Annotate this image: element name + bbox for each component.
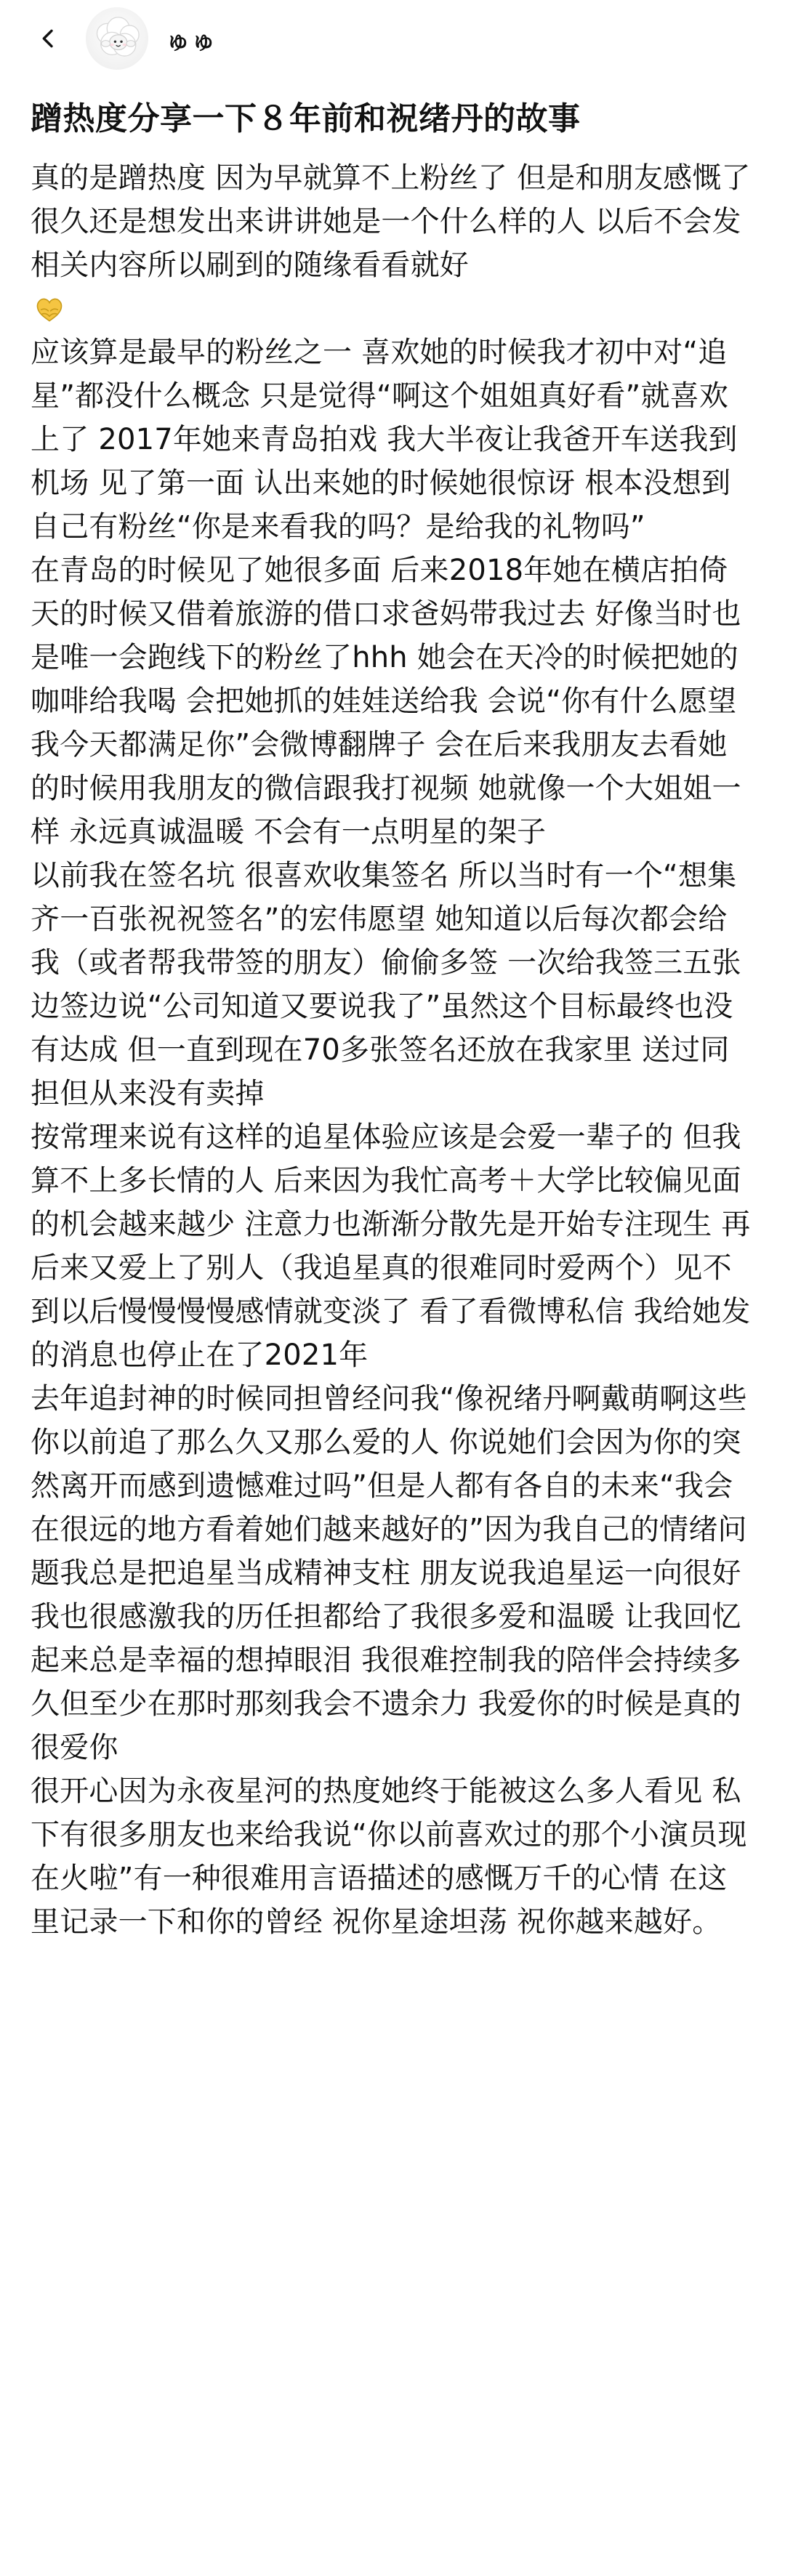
post-paragraph-4: 以前我在签名坑 很喜欢收集签名 所以当时有一个“想集齐一百张祝祝签名”的宏伟愿望 她知道以后每次都会给我（或者帮我带签的朋友）偷偷多签 一次给我签三五张 边签边说“公司知道又要说我了”虽然这个目标最终也没有达成 但一直到现在70多张签名还放在我家里 送过同担但从来没有卖掉 [31, 859, 751, 1110]
top-bar [0, 0, 785, 76]
post-paragraph-3: 在青岛的时候见了她很多面 后来2018年她在横店拍倚天的时候又借着旅游的借口求爸妈带我过去 好像当时也是唯一会跑线下的粉丝了hhh 她会在天冷的时候把她的咖啡给我喝 会把她抓的娃娃送给我 会说“你有什么愿望我今天都满足你”会微博翻牌子 会在后来我朋友去看她的时候用我朋友的微信跟我打视频 她就像一个大姐姐一样 永远真诚温暖 不会有一点明星的架子 [31, 554, 741, 849]
heart-hands-emoji-icon [31, 291, 68, 329]
back-chevron-icon [36, 26, 60, 51]
post-paragraph-1: 真的是蹭热度 因为早就算不上粉丝了 但是和朋友感慨了很久还是想发出来讲讲她是一个什么样的人 以后不会发相关内容所以刷到的随缘看看就好 [31, 161, 751, 282]
emoji-row [31, 287, 754, 331]
username[interactable]: ゅゅ [166, 26, 217, 55]
avatar[interactable] [86, 7, 148, 70]
post-paragraph-5: 按常理来说有这样的追星体验应该是会爱一辈子的 但我算不上多长情的人 后来因为我忙高考＋大学比较偏见面的机会越来越少 注意力也渐渐分散先是开始专注现生 再后来又爱上了别人（我追星真的很难同时爱两个）见不到以后慢慢慢慢感情就变淡了 看了看微博私信 我给她发的消息也停止在了2021年 [31, 1121, 751, 1372]
post-paragraph-7: 很开心因为永夜星河的热度她终于能被这么多人看见 私下有很多朋友也来给我说“你以前喜欢过的那个小演员现在火啦”有一种很难用言语描述的感慨万千的心情 在这里记录一下和你的曾经 祝你星途坦荡 祝你越来越好。 [31, 1774, 747, 1939]
sheep-avatar-icon [86, 7, 148, 70]
post-paragraph-2: 应该算是最早的粉丝之一 喜欢她的时候我才初中对“追星”都没什么概念 只是觉得“啊这个姐姐真好看”就喜欢上了 2017年她来青岛拍戏 我大半夜让我爸开车送我到机场 见了第一面 认出来她的时候她很惊讶 根本没想到自己有粉丝“你是来看我的吗？是给我的礼物吗” [31, 336, 738, 544]
post-title: 蹭热度分享一下８年前和祝绪丹的故事 [31, 100, 581, 137]
back-button[interactable] [28, 18, 68, 59]
post-paragraph-6: 去年追封神的时候同担曾经问我“像祝绪丹啊戴萌啊这些你以前追了那么久又那么爱的人 你说她们会因为你的突然离开而感到遗憾难过吗”但是人都有各自的未来“我会在很远的地方看着她们越来越好的”因为我自己的情绪问题我总是把追星当成精神支柱 朋友说我追星运一向很好 我也很感激我的历任担都给了我很多爱和温暖 让我回忆起来总是幸福的想掉眼泪 我很难控制我的陪伴会持续多久但至少在那时那刻我会不遗余力 我爱你的时候是真的很爱你 [31, 1382, 751, 1764]
post-content [0, 95, 785, 1944]
